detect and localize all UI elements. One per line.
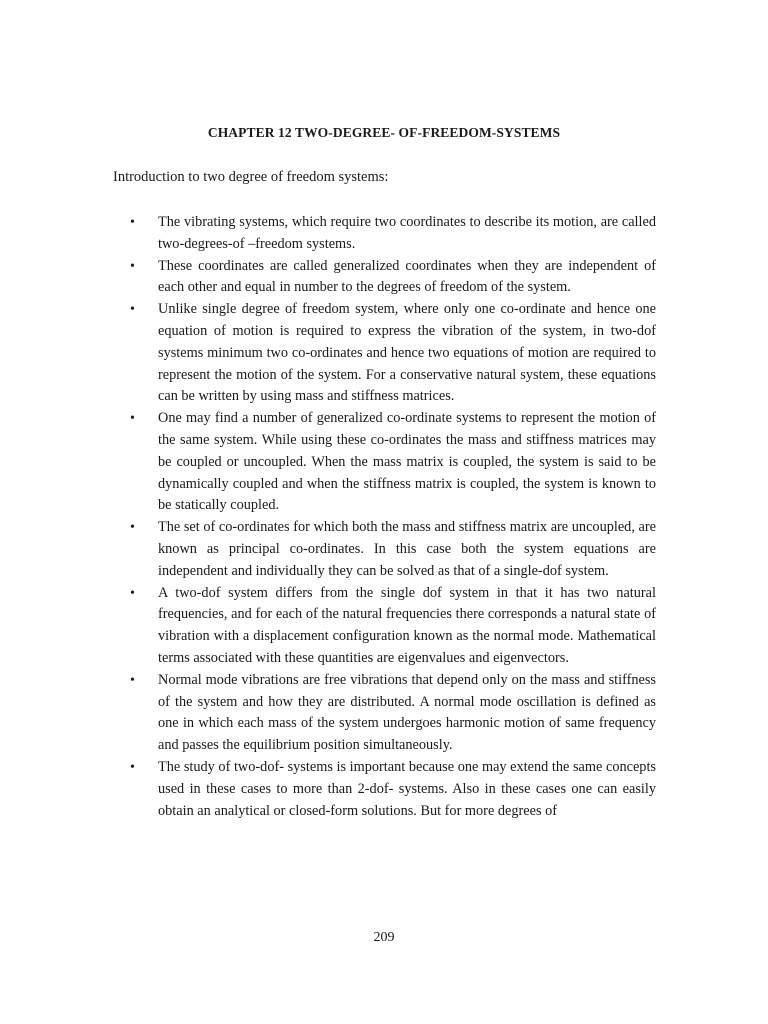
list-item bbox=[113, 517, 656, 582]
bullet-list bbox=[113, 212, 656, 822]
intro-text: Introduction to two degree of freedom systems: bbox=[113, 169, 389, 185]
bullet-text: A two-dof system differs from the single dof system in that it has two natural frequencies, and for each of the natural frequencies there corresponds a natural state of vibration with a displacement configuration known as the normal mode. Mathematical terms associated with these quantities are eigenvalues and eigenvectors. bbox=[158, 584, 656, 666]
list-item bbox=[113, 212, 656, 256]
list-item bbox=[113, 583, 656, 670]
bullet-text: The vibrating systems, which require two coordinates to describe its motion, are called two-degrees-of –freedom systems. bbox=[158, 214, 656, 252]
bullet-icon: • bbox=[130, 258, 135, 274]
bullet-text: Normal mode vibrations are free vibrations that depend only on the mass and stiffness of the system and how they are distributed. A normal mode oscillation is defined as one in which each mass of the system undergoes harmonic motion of same frequency and passes the equilibrium position simultaneously. bbox=[158, 671, 656, 754]
list-item bbox=[113, 757, 656, 822]
bullet-text: The set of co-ordinates for which both the mass and stiffness matrix are uncoupled, are known as principal co-ordinates. In this case both the system equations are independent and individually they can be solved as that of a single-dof system. bbox=[158, 519, 656, 579]
bullet-icon: • bbox=[130, 302, 135, 318]
page-number: 209 bbox=[373, 930, 395, 945]
bullet-icon: • bbox=[130, 585, 135, 601]
bullet-text: The study of two-dof- systems is important because one may extend the same concepts used in these cases to more than 2-dof- systems. Also in these cases one can easily obtain an analytical or closed-form solutions. But for more degrees of bbox=[158, 758, 656, 819]
bullet-icon: • bbox=[130, 411, 135, 427]
list-item bbox=[113, 256, 656, 300]
bullet-text: One may find a number of generalized co-ordinate systems to represent the motion of the same system. While using these co-ordinates the mass and stiffness matrices may be coupled or uncoupled. When the mass matrix is coupled, the system is said to be dynamically coupled and when the stiffness matrix is coupled, the system is known to be statically coupled. bbox=[158, 410, 656, 514]
bullet-text: Unlike single degree of freedom system, where only one co-ordinate and hence one equation of motion is required to express the vibration of the system, in two-dof systems minimum two co-ordinates and hence two equations of motion are required to represent the motion of the system. For a conservative natural system, these equations can be written by using mass and stiffness matrices. bbox=[158, 301, 656, 405]
list-item bbox=[113, 299, 656, 408]
chapter-title: CHAPTER 12 TWO-DEGREE- OF-FREEDOM-SYSTEMS bbox=[207, 125, 561, 140]
bullet-icon: • bbox=[130, 672, 135, 688]
list-item bbox=[113, 670, 656, 757]
bullet-icon: • bbox=[130, 215, 135, 230]
list-item bbox=[113, 408, 656, 517]
bullet-icon: • bbox=[130, 520, 135, 536]
bullet-text: These coordinates are called generalized coordinates when they are independent of each other and equal in number to the degrees of freedom of the system. bbox=[158, 257, 656, 296]
bullet-icon: • bbox=[130, 759, 135, 775]
